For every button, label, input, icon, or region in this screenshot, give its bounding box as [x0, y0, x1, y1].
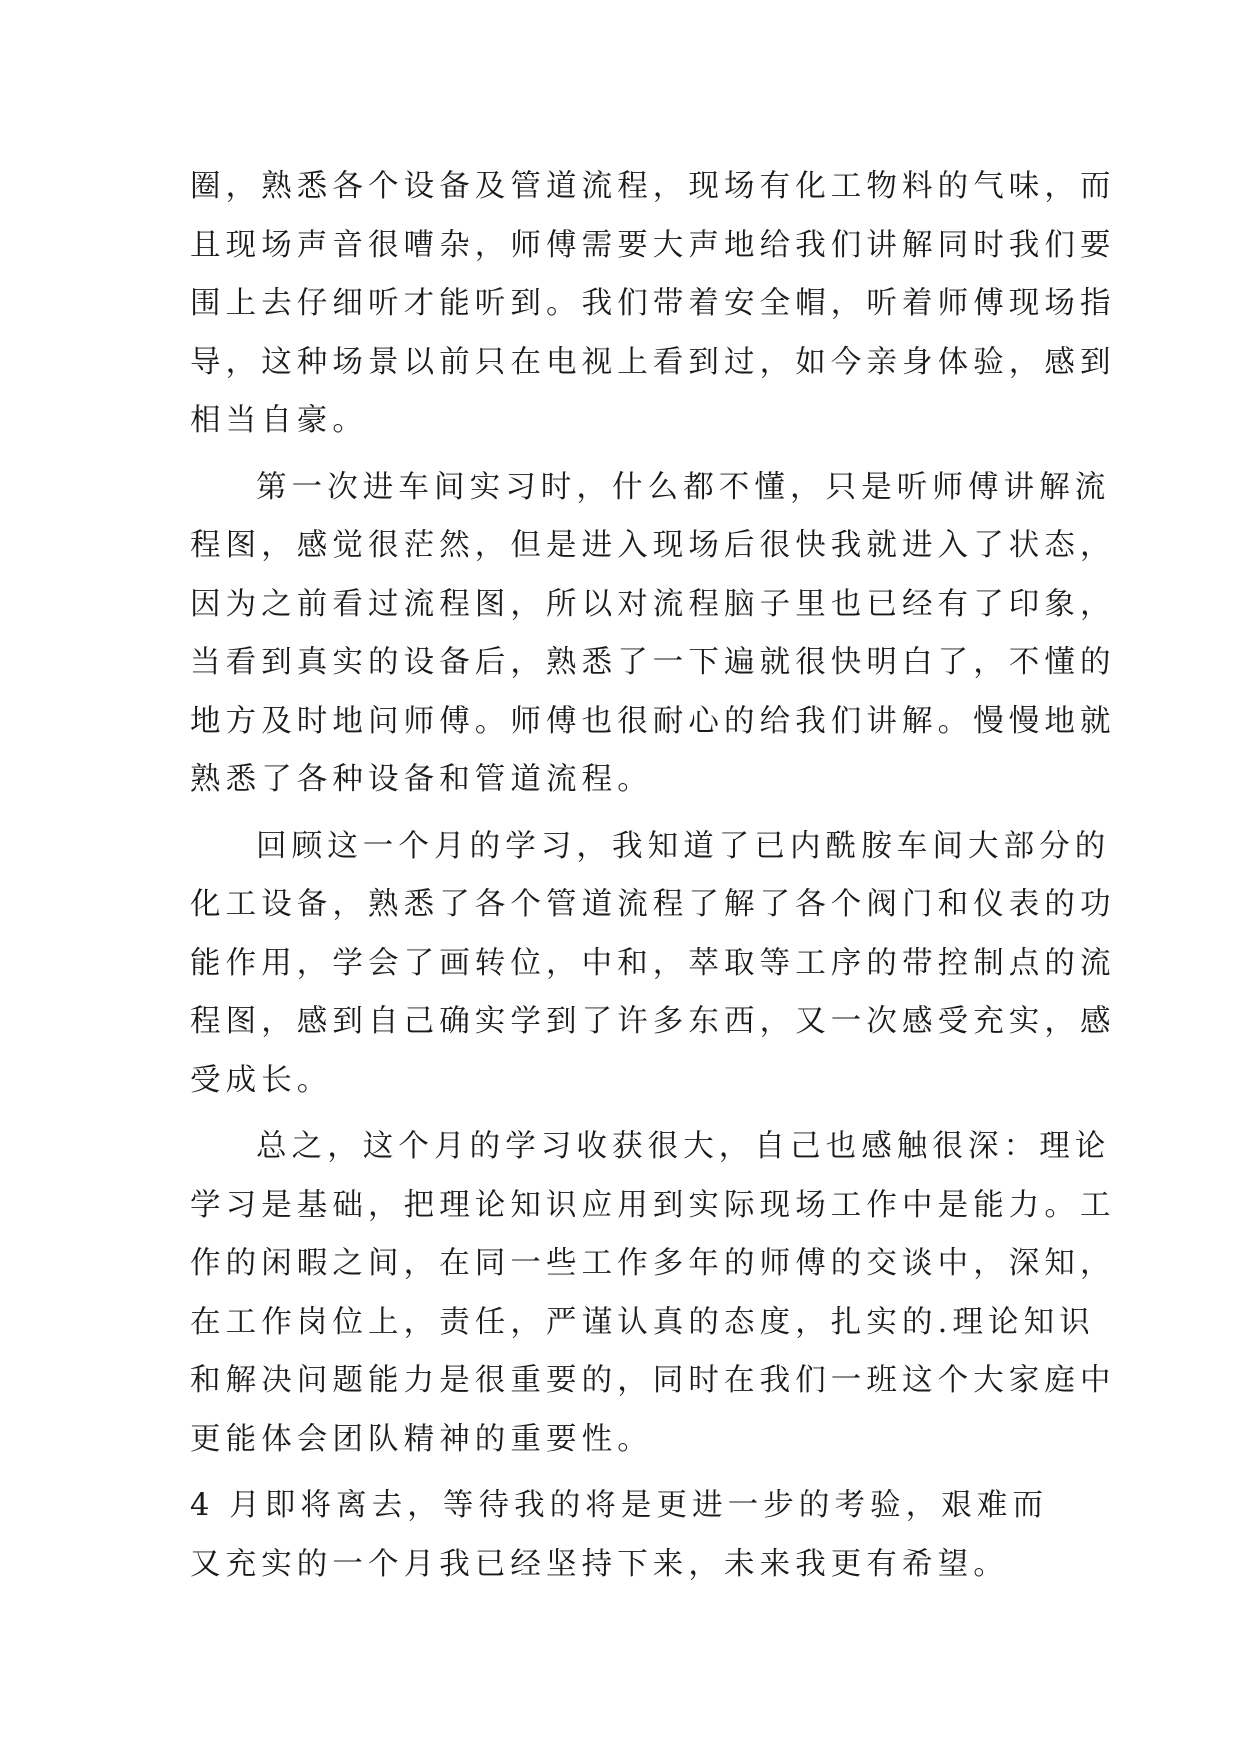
text-line: 圈，熟悉各个设备及管道流程，现场有化工物料的气味，而 — [190, 169, 1116, 204]
text-line: 能作用，学会了画转位，中和，萃取等工序的带控制点的流 — [190, 945, 1116, 981]
paragraph-5 — [190, 1477, 1050, 1594]
text-line: 熟悉了各种设备和管道流程。 — [190, 762, 653, 797]
text-line: 且现场声音很嘈杂，师傅需要大声地给我们讲解同时我们要 — [190, 227, 1116, 263]
text-line: 4 月即将离去，等待我的将是更进一步的考验，艰难而 — [190, 1488, 1049, 1523]
paragraph-4 — [190, 1118, 1116, 1469]
text-line: 学习是基础，把理论知识应用到实际现场工作中是能力。工 — [190, 1187, 1116, 1223]
text-line: 化工设备，熟悉了各个管道流程了解了各个阀门和仪表的功 — [190, 887, 1116, 922]
text-line: 地方及时地问师傅。师傅也很耐心的给我们讲解。慢慢地就 — [190, 703, 1116, 739]
paragraph-2 — [190, 459, 1116, 810]
text-line: 在工作岗位上，责任，严谨认真的态度，扎实的.理论知识 — [190, 1304, 1095, 1340]
text-line: 程图，感觉很茫然，但是进入现场后很快我就进入了状态， — [190, 528, 1116, 563]
text-line: 总之，这个月的学习收获很大，自己也感触很深：理论 — [256, 1129, 1111, 1164]
paragraph-1 — [190, 158, 1116, 451]
text-line: 因为之前看过流程图，所以对流程脑子里也已经有了印象， — [190, 586, 1116, 622]
text-line: 当看到真实的设备后，熟悉了一下遍就很快明白了，不懂的 — [190, 645, 1116, 680]
text-line: 受成长。 — [190, 1062, 333, 1098]
text-line: 导，这种场景以前只在电视上看到过，如今亲身体验，感到 — [190, 344, 1116, 380]
text-line: 回顾这一个月的学习，我知道了已内酰胺车间大部分的 — [256, 828, 1111, 864]
paragraph-3 — [190, 818, 1116, 1111]
text-line: 相当自豪。 — [190, 403, 368, 438]
text-line: 作的闲暇之间，在同一些工作多年的师傅的交谈中，深知， — [190, 1246, 1116, 1281]
document-body — [190, 158, 1116, 1594]
text-line: 和解决问题能力是很重要的，同时在我们一班这个大家庭中 — [190, 1363, 1116, 1398]
text-line: 程图，感到自己确实学到了许多东西，又一次感受充实，感 — [190, 1004, 1116, 1039]
text-line: 第一次进车间实习时，什么都不懂，只是听师傅讲解流 — [256, 469, 1111, 505]
text-line: 更能体会团队精神的重要性。 — [190, 1421, 653, 1457]
text-line: 又充实的一个月我已经坚持下来，未来我更有希望。 — [190, 1546, 1009, 1582]
text-line: 围上去仔细听才能听到。我们带着安全帽，听着师傅现场指 — [190, 286, 1116, 321]
